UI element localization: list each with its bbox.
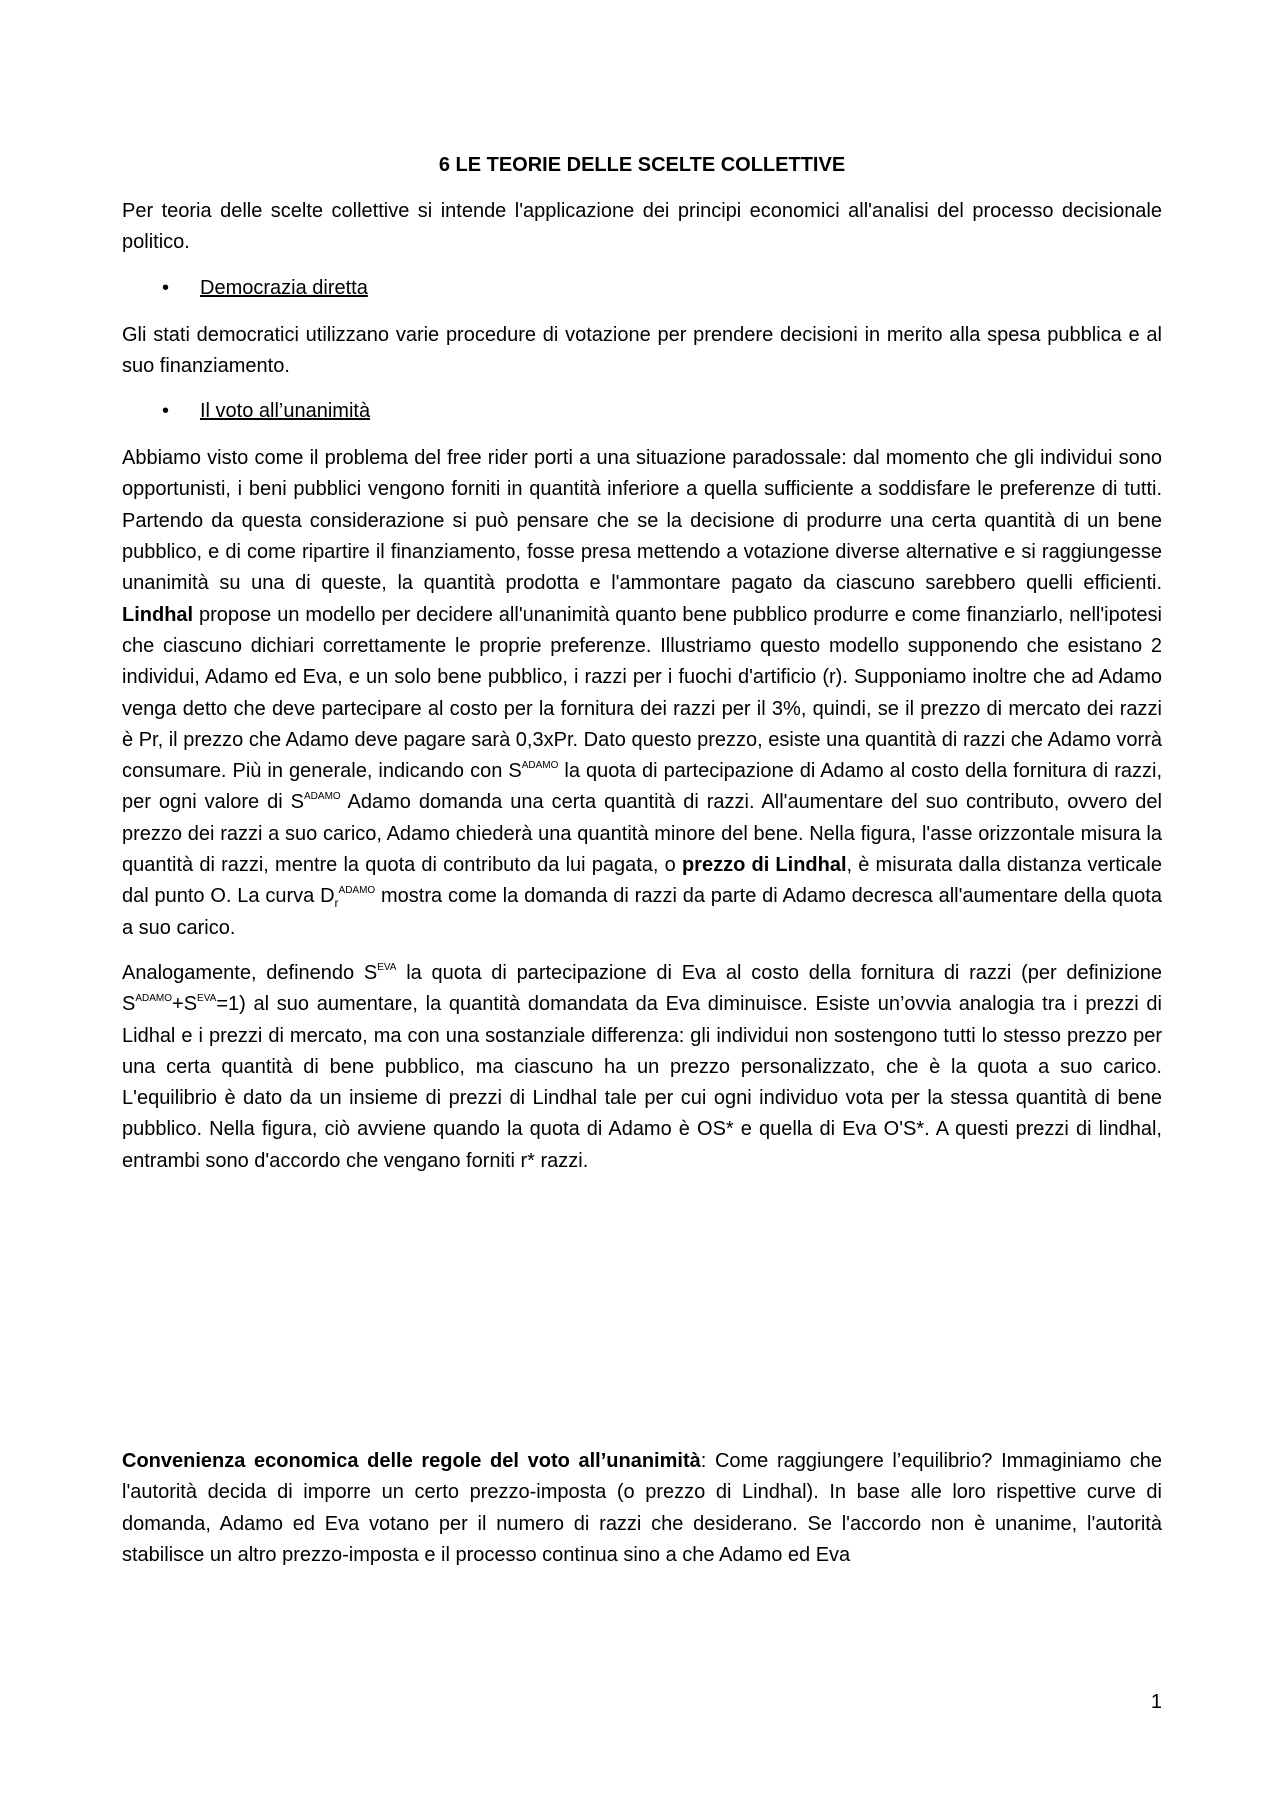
text-run: Adamo domanda una certa quantità di razzi. All'aumentare del suo contributo, ovvero del prezzo dei razzi a suo carico, Adamo chiederà una quantità minore del bene. Nella figura, l'asse orizzontale misura la quantità di razzi, mentre la quota di contributo da lui pagata, o — [122, 791, 1163, 877]
superscript: ADAMO — [521, 760, 559, 772]
bullet-democrazia-diretta — [122, 273, 1162, 304]
page-number: 1 — [1150, 1691, 1162, 1713]
bullet-icon: • — [162, 276, 170, 299]
text-run: =1) al suo aumentare, la quantità domandata da Eva diminuisce. Esiste un’ovvia analogia tra i prezzi di Lidhal e i prezzi di mercato, ma con una sostanziale differenza: gli individui non sostengono tutti lo stesso prezzo per una certa quantità di bene pubblico, ma ciascuno ha un prezzo personalizzato, che è la quota a suo carico. L'equilibrio è dato da un insieme di prezzi di Lindhal tale per cui ogni individuo vota per la stessa quantità di bene pubblico. Nella figura, ciò avviene quando la quota di Adamo è OS* e quella di Eva O'S*. A questi prezzi di lindhal, entrambi sono d'accordo che vengano forniti r* razzi. — [122, 993, 1162, 1172]
text-run: Abbiamo visto come il problema del free rider porti a una situazione paradossale: dal momento che gli individui sono opportunisti, i beni pubblici vengono forniti in quantità inferiore a quella sufficiente a soddisfare le preferenze di tutti. Partendo da questa considerazione si può pensare che se la decisione di produrre una certa quantità di un bene pubblico, e di come ripartire il finanziamento, fosse presa mettendo a votazione diverse alternative e si raggiungesse unanimità su una di queste, la quantità prodotta e l'ammontare pagato da ciascuno sarebbero quelli efficienti. — [122, 447, 1162, 595]
superscript: ADAMO — [135, 993, 173, 1005]
text-run: +S — [172, 993, 198, 1016]
bullet-voto-unanimita — [122, 396, 1162, 427]
bullet-icon: • — [162, 400, 170, 423]
bold-term: Convenienza economica delle regole del voto all’unanimità — [122, 1450, 701, 1473]
text-run: , è misurata dalla distanza verticale dal punto O. La curva D — [122, 854, 1162, 908]
superscript: EVA — [377, 961, 397, 973]
superscript: ADAMO — [338, 885, 376, 897]
bullet-label: Il voto all’unanimità — [200, 400, 371, 423]
bold-term: prezzo di Lindhal — [681, 854, 847, 877]
lindhal-model-paragraph — [122, 443, 1162, 944]
superscript: EVA — [197, 993, 217, 1005]
text-run: mostra come la domanda di razzi da parte di Adamo decresca all'aumentare della quota a suo carico. — [122, 885, 1162, 939]
text-run: : Come raggiungere l’equilibrio? Immaginiamo che l'autorità decida di imporre un certo prezzo-imposta (o prezzo di Lindhal). In base alle loro rispettive curve di domanda, Adamo ed Eva votano per il numero di razzi che desiderano. Se l'accordo non è unanime, l'autorità stabilisce un altro prezzo-imposta e il processo continua sino a che Adamo ed Eva — [122, 1450, 1163, 1566]
bullet-label: Democrazia diretta — [200, 276, 368, 299]
convenienza-paragraph — [122, 1446, 1162, 1571]
document-body — [122, 150, 1162, 1585]
intro-paragraph: Per teoria delle scelte collettive si intende l'applicazione dei principi economici all'analisi del processo decisionale politico. — [122, 200, 1162, 254]
text-run: la quota di partecipazione di Eva al costo della fornitura di razzi (per definizione S — [122, 961, 1162, 1016]
figure-space — [122, 1191, 1162, 1446]
democrazia-paragraph: Gli stati democratici utilizzano varie procedure di votazione per prendere decisioni in merito alla spesa pubblica e al suo finanziamento. — [122, 323, 1162, 377]
superscript: ADAMO — [304, 791, 341, 803]
bold-term: Lindhal — [122, 603, 194, 626]
page-title: 6 LE TEORIE DELLE SCELTE COLLETTIVE — [438, 154, 846, 176]
text-run: Analogamente, definendo S — [122, 961, 378, 984]
subscript: r — [334, 896, 339, 911]
equilibrium-paragraph — [122, 958, 1162, 1177]
text-run: propose un modello per decidere all'unanimità quanto bene pubblico produrre e come finanziarlo, nell'ipotesi che ciascuno dichiari correttamente le proprie preferenze. Illustriamo questo modello supponendo che esistano 2 individui, Adamo ed Eva, e un solo bene pubblico, i razzi per i fuochi d'artificio (r). Supponiamo inoltre che ad Adamo venga detto che deve partecipare al costo per la fornitura dei razzi per il 3%, quindi, se il prezzo di mercato dei razzi è Pr, il prezzo che Adamo deve pagare sarà 0,3xPr. Dato questo prezzo, esiste una quantità di razzi che Adamo vorrà consumare. Più in generale, indicando con S — [122, 603, 1162, 783]
text-run: la quota di partecipazione di Adamo al costo della fornitura di razzi, per ogni valore di S — [122, 760, 1163, 814]
